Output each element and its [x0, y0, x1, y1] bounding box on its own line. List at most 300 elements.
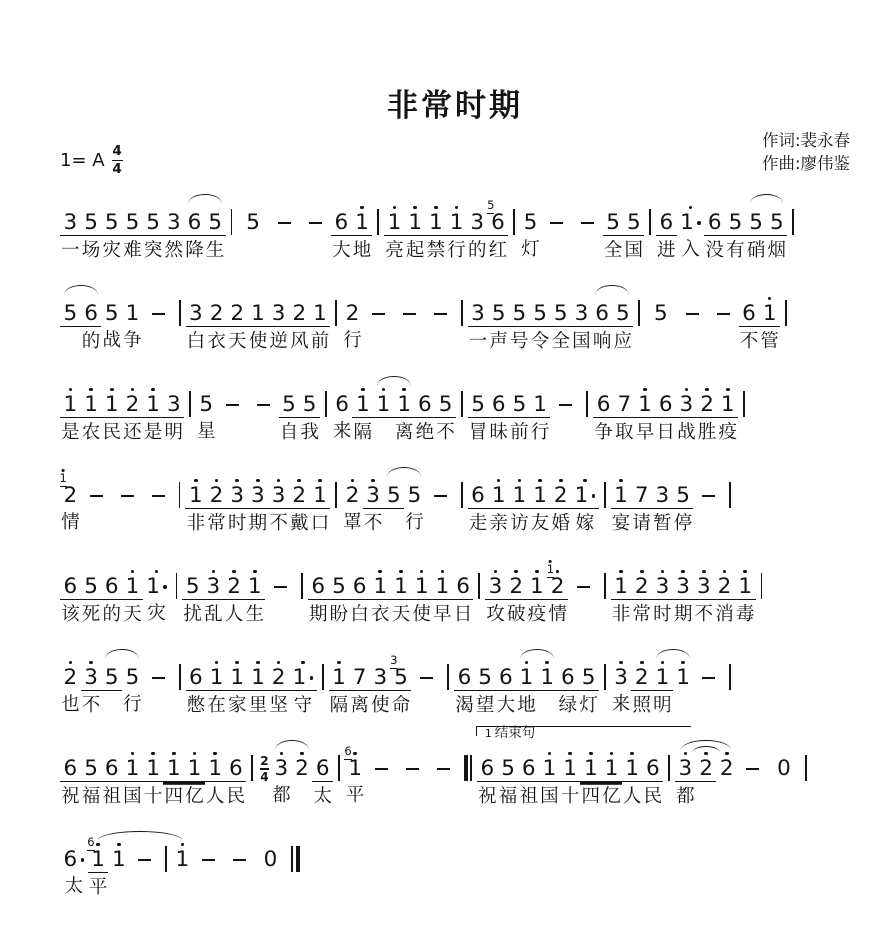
lyric: 坚 — [269, 695, 288, 717]
note-token — [101, 655, 122, 719]
note-token — [516, 655, 537, 719]
note-token — [435, 382, 456, 446]
score-line-5 — [60, 564, 850, 628]
duration-dash — [403, 313, 416, 315]
note-token — [495, 655, 516, 719]
note-digit: 1 — [533, 392, 547, 418]
note-token — [279, 382, 300, 446]
note-digit: 6 — [63, 847, 78, 873]
note-digit: 6 — [229, 756, 243, 782]
octave-dot — [337, 661, 341, 665]
octave-dot — [382, 388, 386, 392]
rest-token — [768, 746, 800, 809]
barline — [761, 573, 763, 599]
note-digit: 3 — [488, 574, 503, 600]
note-token — [498, 746, 519, 810]
note-token — [299, 382, 320, 446]
barline — [179, 482, 181, 508]
note-token — [237, 200, 269, 263]
note-digit: 6 — [334, 210, 349, 236]
note-token — [205, 200, 226, 264]
note-token — [530, 382, 551, 446]
octave-dot — [441, 570, 445, 574]
note-token — [186, 291, 207, 355]
octave-dot — [619, 570, 623, 574]
lyric: 全 — [551, 331, 570, 353]
note-digit: 6 — [707, 210, 722, 236]
note-digit: 2 — [271, 665, 286, 691]
note-digit: 3 — [251, 483, 265, 509]
lyric: 都 — [676, 786, 695, 808]
lyric: 使 — [412, 604, 431, 626]
note-digit: 5 — [104, 665, 119, 691]
note-digit: 1 — [146, 756, 160, 782]
lyric: 地 — [352, 240, 372, 262]
dash-token — [397, 746, 428, 809]
note-token — [404, 473, 425, 536]
slur-group — [60, 291, 101, 355]
lyric — [108, 875, 129, 900]
note-token — [547, 564, 568, 628]
lyricist-credit: 作词:裴永春 — [761, 131, 850, 150]
note-digit: 6 — [311, 574, 326, 600]
note-token — [714, 564, 735, 628]
note-digit: 3 — [271, 483, 286, 509]
lyric: 隔 — [329, 695, 349, 717]
lyric: 明 — [653, 695, 672, 717]
note-token — [163, 382, 184, 446]
lyric: 衣 — [207, 331, 226, 353]
note-token — [122, 200, 143, 264]
lyric: 的 — [102, 604, 121, 626]
note-token — [746, 200, 767, 264]
note-token — [143, 382, 164, 446]
note-token — [206, 473, 227, 537]
note-token — [675, 746, 696, 810]
lyric: 国 — [540, 786, 559, 808]
note-digit: 2 — [719, 756, 734, 782]
lyric: 灯 — [521, 239, 540, 261]
octave-dot — [743, 570, 747, 574]
lyric: 该 — [61, 604, 80, 626]
note-digit: 1 — [574, 483, 589, 509]
duration-dash — [375, 768, 388, 770]
lyric: 灯 — [579, 695, 598, 717]
lyric: 暂 — [653, 513, 672, 535]
duration-dash — [152, 495, 165, 497]
octave-dot — [434, 206, 438, 210]
duration-dash — [274, 586, 287, 588]
note-digit: 6 — [521, 756, 536, 782]
lyric: 的 — [467, 240, 487, 262]
score-line-3 — [60, 382, 850, 446]
lyric: 前 — [510, 422, 529, 444]
note-digit: 1 — [429, 210, 443, 236]
note-digit: 5 — [512, 301, 527, 327]
note-digit: 5 — [512, 392, 527, 418]
note-token — [693, 564, 714, 628]
octave-dot — [89, 388, 93, 392]
note-token — [696, 746, 717, 810]
lyric: 十 — [560, 786, 580, 808]
note-digit: 5 — [394, 665, 408, 691]
lyric: 期 — [308, 604, 328, 626]
note-digit: 6 — [63, 574, 78, 600]
barline — [792, 209, 794, 235]
octave-dot — [619, 479, 623, 483]
dash-token — [425, 291, 456, 354]
note-token — [488, 382, 509, 446]
lyric: 行 — [405, 512, 424, 534]
note-digit: 2 — [63, 483, 78, 509]
note-digit: 1 — [680, 210, 694, 236]
lyric: 应 — [613, 331, 633, 353]
barline — [231, 209, 233, 235]
lyric: 婚 — [551, 513, 570, 535]
lyric — [81, 511, 112, 536]
note-token — [467, 200, 488, 264]
note-token — [81, 655, 102, 719]
octave-dot — [610, 752, 614, 756]
note-digit: 1 — [125, 756, 140, 782]
dash-token — [112, 473, 143, 536]
augmentation-dot — [163, 585, 167, 589]
note-token — [248, 473, 269, 537]
note-digit: 5 — [626, 210, 641, 236]
note-digit: 1 — [533, 483, 547, 509]
note-token — [676, 382, 697, 446]
note-digit: 7 — [634, 483, 649, 509]
note-token — [88, 837, 109, 901]
lyric: 情 — [548, 604, 567, 626]
octave-dot — [181, 843, 185, 847]
lyric: 有 — [726, 240, 745, 262]
barline — [165, 846, 167, 872]
note-digit: 6 — [457, 665, 472, 691]
note-digit: 2 — [509, 574, 524, 600]
lyric — [129, 875, 160, 900]
note-token — [60, 473, 81, 536]
octave-dot — [280, 752, 284, 756]
ending-bracket-label: 1 结束句 — [485, 725, 536, 742]
lyric: 福 — [81, 786, 101, 808]
lyric: 期 — [673, 604, 693, 626]
score-line-1 — [60, 200, 850, 264]
octave-dot — [194, 479, 198, 483]
octave-dot — [640, 661, 644, 665]
section-barline — [464, 755, 472, 781]
lyric — [143, 693, 174, 718]
note-digit: 2 — [553, 483, 568, 509]
lyric: 隔 — [353, 422, 373, 444]
score — [60, 200, 850, 901]
note-digit: 6 — [335, 392, 349, 418]
lyric: 行 — [447, 240, 466, 262]
note-token — [415, 382, 436, 446]
note-token — [308, 564, 329, 628]
lyric: 不 — [269, 513, 288, 535]
note-digit: 1 — [530, 574, 544, 600]
augmentation-dot — [310, 676, 314, 680]
barline — [729, 664, 731, 690]
note-digit: 3 — [84, 665, 98, 691]
lyric: 时 — [653, 604, 672, 626]
note-digit: 6 — [187, 210, 202, 236]
composer-credit: 作曲:廖伟鉴 — [761, 154, 850, 174]
lyric: 日 — [656, 422, 675, 444]
lyric — [550, 420, 581, 445]
note-token — [60, 837, 88, 900]
dash-token — [411, 655, 442, 718]
note-digit: 0 — [263, 847, 278, 873]
lyric: 不 — [81, 695, 101, 717]
barline — [447, 664, 449, 690]
slur-group — [383, 473, 424, 537]
lyric: 一 — [468, 331, 488, 353]
lyric: 地 — [517, 695, 536, 717]
credits — [762, 129, 850, 175]
note-token — [537, 655, 558, 719]
note-token — [612, 291, 633, 355]
octave-dot — [413, 206, 417, 210]
lyric: 的 — [81, 331, 101, 353]
note-token — [122, 382, 143, 446]
note-digit: 3 — [655, 483, 670, 509]
lyric: 消 — [715, 604, 734, 626]
lyric: 灾 — [147, 603, 166, 625]
note-token — [383, 473, 404, 537]
lyric — [696, 785, 717, 810]
note-token — [759, 291, 780, 355]
note-digit: 1 — [247, 574, 262, 600]
note-digit: 1 — [125, 574, 140, 600]
note-token — [310, 473, 331, 537]
note-digit: 1 — [435, 574, 450, 600]
note-digit: 1 — [63, 392, 78, 418]
note-digit: 5 — [438, 392, 453, 418]
note-digit: 6 — [561, 665, 575, 691]
octave-dot — [215, 661, 219, 665]
note-digit: 5 — [471, 392, 485, 418]
note-token — [673, 473, 694, 537]
octave-dot — [619, 661, 623, 665]
note-digit: 5 — [125, 210, 140, 236]
note-token — [206, 291, 227, 355]
note-digit: 1 — [676, 665, 690, 691]
note-digit: 1 — [491, 483, 506, 509]
note-token — [652, 473, 673, 537]
note-token — [652, 564, 673, 628]
lyric — [217, 420, 248, 445]
lyric — [300, 238, 331, 263]
lyric: 然 — [164, 240, 184, 262]
lyric: 生 — [205, 240, 225, 262]
note-token — [248, 291, 269, 355]
note-digit: 1 — [604, 756, 619, 782]
note-token — [652, 655, 673, 719]
note-token — [468, 291, 489, 355]
note-token — [550, 473, 571, 537]
octave-dot — [726, 388, 730, 392]
octave-dot — [232, 570, 236, 574]
note-digit: 1 — [638, 392, 652, 418]
lyric: 是 — [143, 422, 163, 444]
note-token — [172, 837, 193, 900]
duration-dash — [686, 313, 699, 315]
dash-token — [143, 655, 174, 718]
note-token — [558, 655, 579, 719]
lyric: 盼 — [329, 604, 349, 626]
lyric — [143, 329, 174, 354]
note-token — [268, 291, 289, 355]
octave-dot — [301, 661, 305, 665]
note-digit: 2 — [209, 483, 224, 509]
note-token — [391, 655, 412, 719]
lyric — [708, 329, 739, 354]
barline — [335, 482, 337, 508]
note-digit: 1 — [332, 665, 346, 691]
note-digit: 2 — [345, 483, 360, 509]
barline — [805, 755, 807, 781]
note-token — [725, 200, 746, 264]
note-digit: 7 — [617, 392, 632, 418]
duration-dash — [434, 495, 447, 497]
note-token — [143, 746, 164, 810]
lyric: 不 — [363, 513, 383, 535]
note-token — [592, 291, 613, 355]
lyric: 亿 — [185, 786, 204, 808]
lyric — [383, 512, 404, 537]
note-digit: 1 — [408, 210, 423, 236]
note-digit: 5 — [125, 665, 140, 691]
octave-dot — [96, 843, 100, 847]
lyric: 访 — [510, 513, 529, 535]
time-signature-change: 2 4 — [260, 754, 269, 784]
grace-note: 1 — [59, 471, 67, 486]
note-digit: 2 — [550, 574, 565, 600]
lyric — [541, 238, 572, 263]
lyric: 戴 — [290, 513, 309, 535]
lyric: 守 — [293, 695, 313, 717]
note-digit: 2 — [227, 574, 241, 600]
note-token — [614, 382, 635, 446]
note-token — [391, 564, 412, 628]
lyric: 逆 — [269, 331, 288, 353]
note-token — [631, 655, 652, 719]
note-token — [643, 746, 664, 810]
barline — [513, 209, 515, 235]
note-token — [601, 746, 622, 810]
note-token — [593, 382, 614, 446]
note-token — [182, 564, 203, 628]
note-digit: 2 — [125, 392, 140, 418]
note-token — [453, 564, 474, 628]
slur-group — [652, 655, 693, 719]
duration-dash — [420, 677, 433, 679]
octave-dot — [378, 570, 382, 574]
note-digit: 6 — [646, 756, 660, 782]
note-token — [312, 746, 333, 810]
octave-dot — [151, 388, 155, 392]
barline — [649, 209, 651, 235]
barline — [189, 391, 191, 417]
duration-dash — [226, 404, 239, 406]
note-token — [60, 746, 81, 810]
note-digit: 1 — [91, 847, 105, 873]
note-digit: 1 — [397, 392, 412, 418]
lyric: 平 — [88, 877, 108, 899]
key-prefix: 1= A — [60, 150, 105, 172]
note-digit: 3 — [366, 483, 380, 509]
note-digit: 6 — [596, 392, 611, 418]
augmentation-dot — [592, 494, 596, 498]
duration-dash — [233, 859, 246, 861]
note-digit: 6 — [352, 574, 367, 600]
note-digit: 1 — [146, 574, 160, 600]
barline — [338, 755, 340, 781]
octave-dot — [110, 388, 114, 392]
octave-dot — [318, 479, 322, 483]
barline — [743, 391, 745, 417]
note-token — [550, 291, 571, 355]
duration-dash — [406, 768, 419, 770]
lyric: 明 — [164, 422, 184, 444]
lyric: 扰 — [183, 604, 202, 626]
octave-dot — [235, 479, 239, 483]
note-token — [60, 291, 81, 355]
octave-dot — [215, 479, 219, 483]
lyric: 非 — [186, 513, 206, 535]
octave-dot — [213, 752, 217, 756]
lyric: 灾 — [102, 240, 121, 262]
lyric: 大 — [496, 695, 516, 717]
note-token — [370, 655, 391, 719]
lyric: 昧 — [489, 422, 508, 444]
octave-dot — [277, 479, 281, 483]
note-token — [268, 473, 289, 537]
octave-dot — [768, 297, 772, 301]
dash-token — [541, 200, 572, 263]
lyric: 风 — [290, 331, 309, 353]
note-token — [101, 291, 122, 354]
lyric: 十 — [143, 786, 163, 808]
note-token — [509, 473, 530, 537]
note-digit: 3 — [676, 574, 690, 600]
note-digit: 5 — [302, 392, 317, 418]
note-digit: 3 — [470, 210, 485, 236]
lyric: 降 — [185, 240, 204, 262]
dash-token — [677, 291, 708, 354]
note-token — [244, 564, 265, 628]
octave-dot — [235, 661, 239, 665]
barline — [785, 300, 787, 326]
lyric — [572, 238, 603, 263]
note-digit: 1 — [166, 756, 181, 782]
lyric: 太 — [313, 786, 332, 808]
note-digit: 3 — [679, 392, 694, 418]
note-digit: 0 — [777, 756, 791, 782]
octave-dot — [705, 388, 709, 392]
octave-dot — [725, 752, 729, 756]
lyric: 行 — [123, 694, 142, 716]
lyric — [397, 784, 428, 809]
lyric: 自 — [279, 422, 299, 444]
slur-group — [746, 200, 787, 264]
note-token — [81, 746, 102, 810]
octave-dot — [661, 570, 665, 574]
octave-dot — [69, 661, 73, 665]
lyric: 我 — [300, 422, 319, 444]
